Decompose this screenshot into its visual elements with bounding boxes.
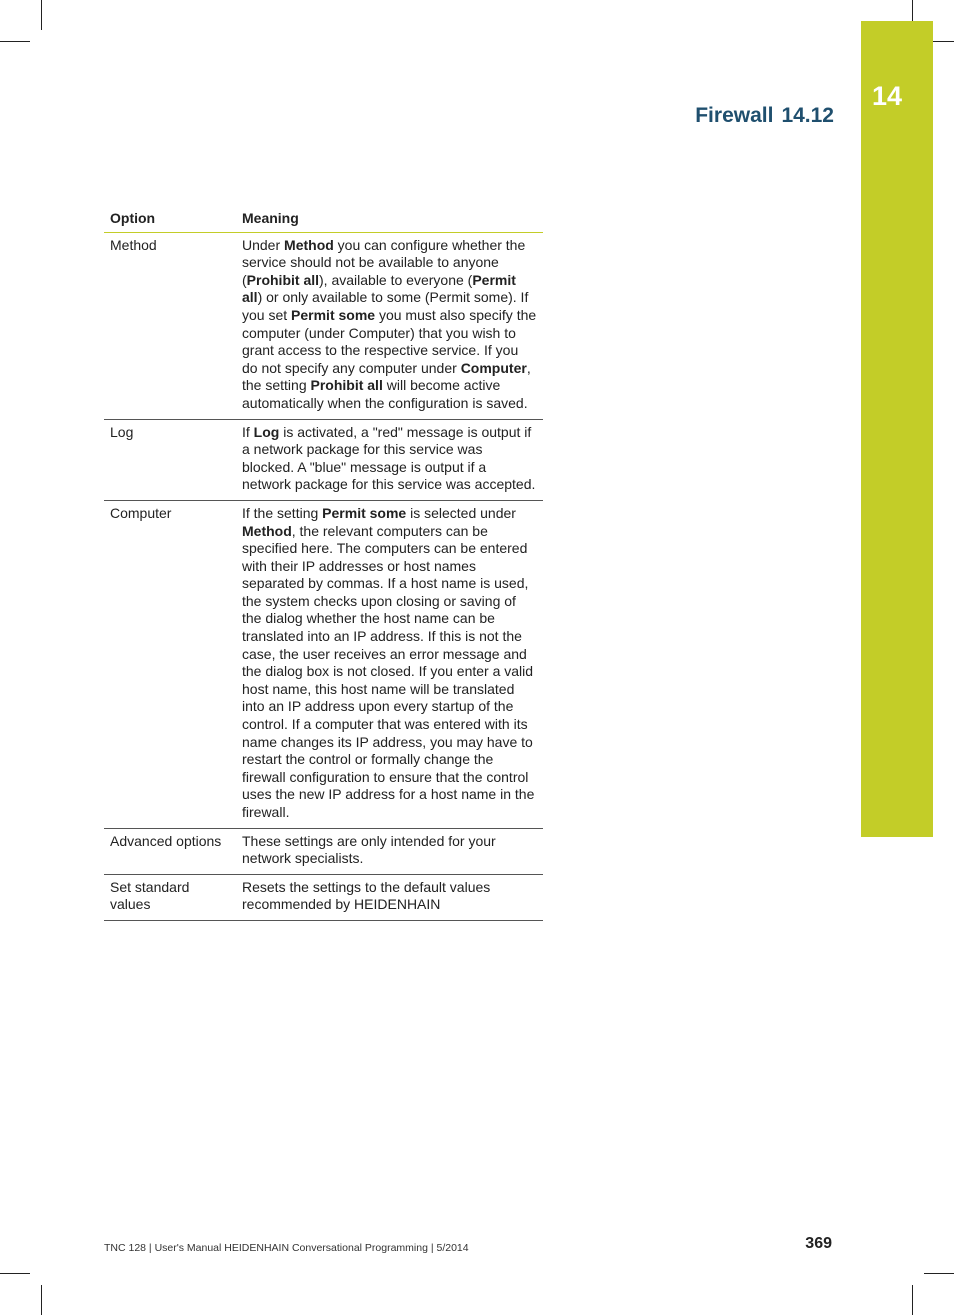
table-row [104, 232, 543, 419]
keyword-bold: Method [242, 522, 292, 539]
option-cell: Advanced options [104, 828, 236, 874]
keyword-bold: Prohibit all [246, 271, 320, 288]
keyword-bold: Method [284, 236, 334, 253]
option-cell: Log [104, 419, 236, 500]
section-number: 14.12 [781, 104, 834, 127]
keyword-bold: Permit all [242, 271, 516, 306]
meaning-text: you can configure whether the service should not be available to anyone ( [242, 236, 526, 288]
section-heading [695, 104, 834, 128]
meaning-cell [236, 232, 543, 419]
option-cell: Computer [104, 500, 236, 828]
page-footer: TNC 128 | User's Manual HEIDENHAIN Conversational Programming | 5/2014 [104, 1242, 469, 1254]
meaning-text: Resets the settings to the default values recommended by HEIDENHAIN [242, 878, 491, 913]
meaning-text: Under [242, 236, 285, 253]
crop-mark [41, 1285, 42, 1315]
meaning-text: These settings are only intended for your network specialists. [242, 832, 496, 867]
keyword-bold: Prohibit all [310, 377, 383, 394]
table-header-row [104, 205, 543, 232]
chapter-number: 14 [871, 81, 903, 111]
page-number: 369 [805, 1235, 832, 1252]
crop-mark [41, 0, 42, 30]
meaning-cell [236, 500, 543, 828]
crop-mark [0, 1273, 30, 1274]
meaning-text: will become active automatically when the configuration is saved. [242, 377, 528, 411]
option-cell: Set standard values [104, 874, 236, 920]
crop-mark [924, 1273, 954, 1274]
meaning-text: you must also specify the computer (under Computer) that you wish to grant access to the respective service. If you do not specify any computer under [242, 306, 537, 376]
meaning-text: , the setting [242, 359, 531, 394]
crop-mark [0, 41, 30, 42]
chapter-tab [861, 21, 933, 837]
options-table [104, 205, 543, 921]
keyword-bold: Log [253, 423, 280, 440]
meaning-cell [236, 828, 543, 874]
meaning-cell [236, 874, 543, 920]
column-header-option: Option [104, 205, 236, 232]
table-row [104, 500, 543, 828]
keyword-bold: Computer [460, 359, 527, 376]
section-title: Firewall [695, 104, 774, 127]
keyword-bold: Permit some [291, 306, 376, 323]
table-body [104, 232, 543, 920]
keyword-bold: Permit some [322, 504, 407, 521]
meaning-text: ), available to everyone ( [319, 271, 473, 288]
meaning-text: is activated, a "red" message is output if a network package for this service was blocked. A "blue" message is output if a network package for this service was accepted. [242, 423, 536, 493]
meaning-text: , the relevant computers can be specified here. The computers can be entered with their IP addresses or host names separated by commas. If a host name is used, the system checks upon closing or saving of the dialog whether the host name can be translated into an IP address. If this is not the case, the user receives an error message and the dialog box is not closed. If you enter a valid host name, this host name will be translated into an IP address upon every startup of the control. If a computer that was entered with its name changes its IP address, you may have to restart the control or formally change the firewall configuration to ensure that the control uses the new IP address for a host name in the firewall. [242, 522, 535, 820]
meaning-text: If the setting [242, 504, 323, 521]
meaning-text: ) or only available to some (Permit some). If you set [242, 289, 529, 323]
meaning-text: If [242, 423, 254, 440]
meaning-cell [236, 419, 543, 500]
meaning-text: is selected under [406, 504, 516, 521]
crop-mark [912, 1285, 913, 1315]
table-row [104, 828, 543, 874]
option-cell: Method [104, 232, 236, 419]
table-row [104, 419, 543, 500]
column-header-meaning: Meaning [236, 205, 543, 232]
table-row [104, 874, 543, 920]
